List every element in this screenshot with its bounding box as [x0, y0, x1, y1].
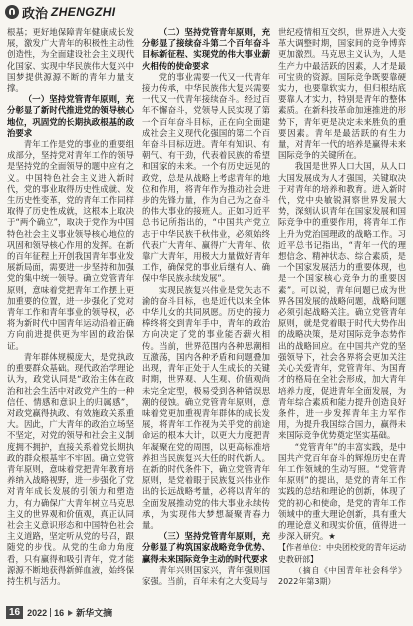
magazine-name: 新华文摘 — [76, 609, 113, 619]
body-paragraph: 我国是世界人口大国，从人口大国发展成为人才强国，关键取决于对青年的培养和教育。进入新时代，党中央敏锐洞察世界发展大势，深刻认识青年在国家发展和国际竞争中的重要作用，将青年工作上升为党治国理政的战略工作。习近平总书记指出，“青年一代的理想信念、精神状态、综合素质，是一个国家发展活力的重要体现，也是一个国家核心竞争力的重要因素”。可以说，青年问题已成为世界各国发展的战略问题，战略问题必须引起战略关注。确立党管青年原则，就是党着眼于时代大势作出的战略决策，是对国际竞争态势作出的战略回应。在中国共产党的坚强领导下，社会各界将会更加关注关心关爱青年，党管青年、为国育才的格局在全社会形成，加大青年培养力度，促进青年全面发展，为青年综合素质和能力提升创造良好条件，进一步发挥青年主力军作用，为提升我国综合国力，赢得未来国际竞争优势奠定坚实基础。 — [278, 161, 406, 441]
body-paragraph: 世纪疫情相互交织，世界进入大变革大调整时期，国家间的竞争博弈更加激烈。马克思主义认为，人是生产力中最活跃的因素，人才是最可宝贵的资源。国际竞争既要靠硬实力，也要靠软实力，但归根结底要靠人才实力，特别是青年的整体素质。在新科技革命加速推进的形势下，青年更是决定未来胜负的重要因素。青年是最活跃的有生力量，对青年一代的培养是赢得未来国际竞争的关键所在。 — [278, 27, 406, 161]
body-paragraph: 青年兴则国家兴，青年强则国家强。当前，百年未有之大变局与 — [142, 564, 270, 586]
triangle-right-icon — [68, 610, 73, 616]
source-citation: （摘自《中国青年社会科学》2022年第3期） — [278, 565, 406, 586]
article-column-1 — [7, 27, 134, 599]
body-paragraph: 青年群体规模庞大，是党执政的重要群众基础。现代政治学理论认为，政党认同是“政治主体在政治和社会生活中对政党产生的一种信任、情感和意识上的归属感”，对政党赢得执政、有效施政关系重大。因此，广大青年的政治立场坚不坚定，对党的领导和社会主义制度拥不拥护，直接关系着党长期执政的群众根基牢不牢固。确立党管青年原则，意味着党把青年教育培养纳入战略视野，进一步强化了党对青年成长发展的引领力和塑造力，有力确保广大青年树立马克思主义的世界观和价值观，真正认同社会主义意识形态和中国特色社会主义道路，坚定听从党的号召，跟随党的步伐。从党的生命力角度看，只有赢得和吸引青年，党才能源源不断地获得新鲜血液，始终保持生机与活力。 — [7, 351, 134, 586]
issue-number: 16 — [54, 607, 65, 618]
section-heading: （一）坚持党管青年原则，充分彰显了新时代推进党的领导核心地位，巩固党的长期执政根基的政治要求 — [7, 94, 134, 138]
body-paragraph: “党管青年”的丰富实践，是中国共产党百年奋斗的辉煌历史在青年工作领域的生动写照。“党管青年原则”的提出，是党的青年工作实践的总结和理论的创新，体现了党的初心和使命，是党的青年工作领域中的重大理论创新，具有重大的理论意义和现实价值，值得进一步深入研究。★ — [278, 441, 406, 542]
body-paragraph: 党的事业需要一代又一代青年接力传承，中华民族伟大复兴需要一代又一代青年接续奋斗。经过百年不懈奋斗，党领导人民实现了第一个百年奋斗目标，正在向全面建成社会主义现代化强国的第二个百年奋斗目标迈进。青年有知识、有朝气、有干劲，代表着民族的希望和国家的未来。一个有历史远见的政党，总是从战略上考虑青年的地位和作用，将青年作为推动社会进步的先锋力量，作为自己为之奋斗的伟大事业的接班人。正如习近平总书记所指出的，“中国共产党立志于中华民族千秋伟业，必须始终代表广大青年、赢得广大青年、依靠广大青年，用极大力量做好青年工作，确保党的事业后继有人、确保中华民族永续发展”。 — [142, 71, 270, 284]
article-column-2 — [142, 27, 270, 599]
body-paragraph: 根基；更好地保障青年健康成长发展，激发广大青年的积极性主动性创造性，为全面建设社会主义现代化国家、实现中华民族伟大复兴中国梦提供源源不断的青年力量支撑。 — [7, 27, 134, 94]
page-footer — [6, 606, 112, 619]
section-title-cn: 政治 — [22, 6, 49, 22]
body-paragraph: 实现民族复兴伟业是党矢志不渝的奋斗目标，也是近代以来全体中华儿女的共同夙愿。历史的接力棒终将交到青年手中，青年的政治方向决定了党的事业能否薪火相传。当前，世界范围内各种思潮相互激荡，国内各种矛盾和问题叠加出现，青年正处于人生成长的关键时期，世界观、人生观、价值观尚未完全定型，极易受到各种错误思潮的侵蚀。确立党管青年原则，意味着党更加重视青年群体的成长发展，将青年工作视为关乎党的前途命运的根本大计，以更大力度把青年凝聚在党的周围，以更高标准培养担当民族复兴大任的时代新人。在新的时代条件下，确立党管青年原则，是党着眼于民族复兴伟业作出的长远战略考量，必将以青年的全面发展推动党的伟大事业永续传承，为实现伟大梦想凝聚青春力量。 — [142, 284, 270, 530]
section-header — [5, 3, 116, 21]
author-affiliation: 【作者单位：中央团校党的青年运动史教研部】 — [278, 543, 406, 564]
page-number: 16 — [6, 606, 23, 619]
section-heading: （三）坚持党管青年原则，充分彰显了构筑国家战略竞争优势、赢得未来国际竞争主动的时代要求 — [142, 531, 270, 564]
body-paragraph: 青年工作是党的事业的重要组成部分，坚持党对青年工作的领导是坚持党的全面领导的题中应有之义。中国特色社会主义进入新时代，党的事业取得历史性成就、发生历史性变革，党的青年工作同样取得了历史性成就，这根本上取决于“两个确立”，取决于党作为中国特色社会主义事业领导核心地位的巩固和领导核心作用的发挥。在新的百年征程上开创我国青年事业发展新局面，需要进一步坚持和加强党的集中统一领导。确立党管青年原则，意味着党把青年工作摆上更加重要的位置，进一步强化了党对青年工作和青年事业的领导权，必将为新时代中国青年运动沿着正确方向前进提供更为牢固的政治保证。 — [7, 139, 134, 351]
article-column-3 — [278, 27, 406, 599]
section-heading: （二）坚持党管青年原则，充分彰显了接续奋斗第二个百年奋斗目标新征程、实现党的伟大事业薪火相传的使命要求 — [142, 27, 270, 71]
section-title-en: ZHENGZHI — [51, 5, 116, 19]
issue-year: 2022 — [27, 607, 48, 618]
section-emblem-icon — [5, 5, 19, 19]
footer-divider — [50, 608, 51, 617]
